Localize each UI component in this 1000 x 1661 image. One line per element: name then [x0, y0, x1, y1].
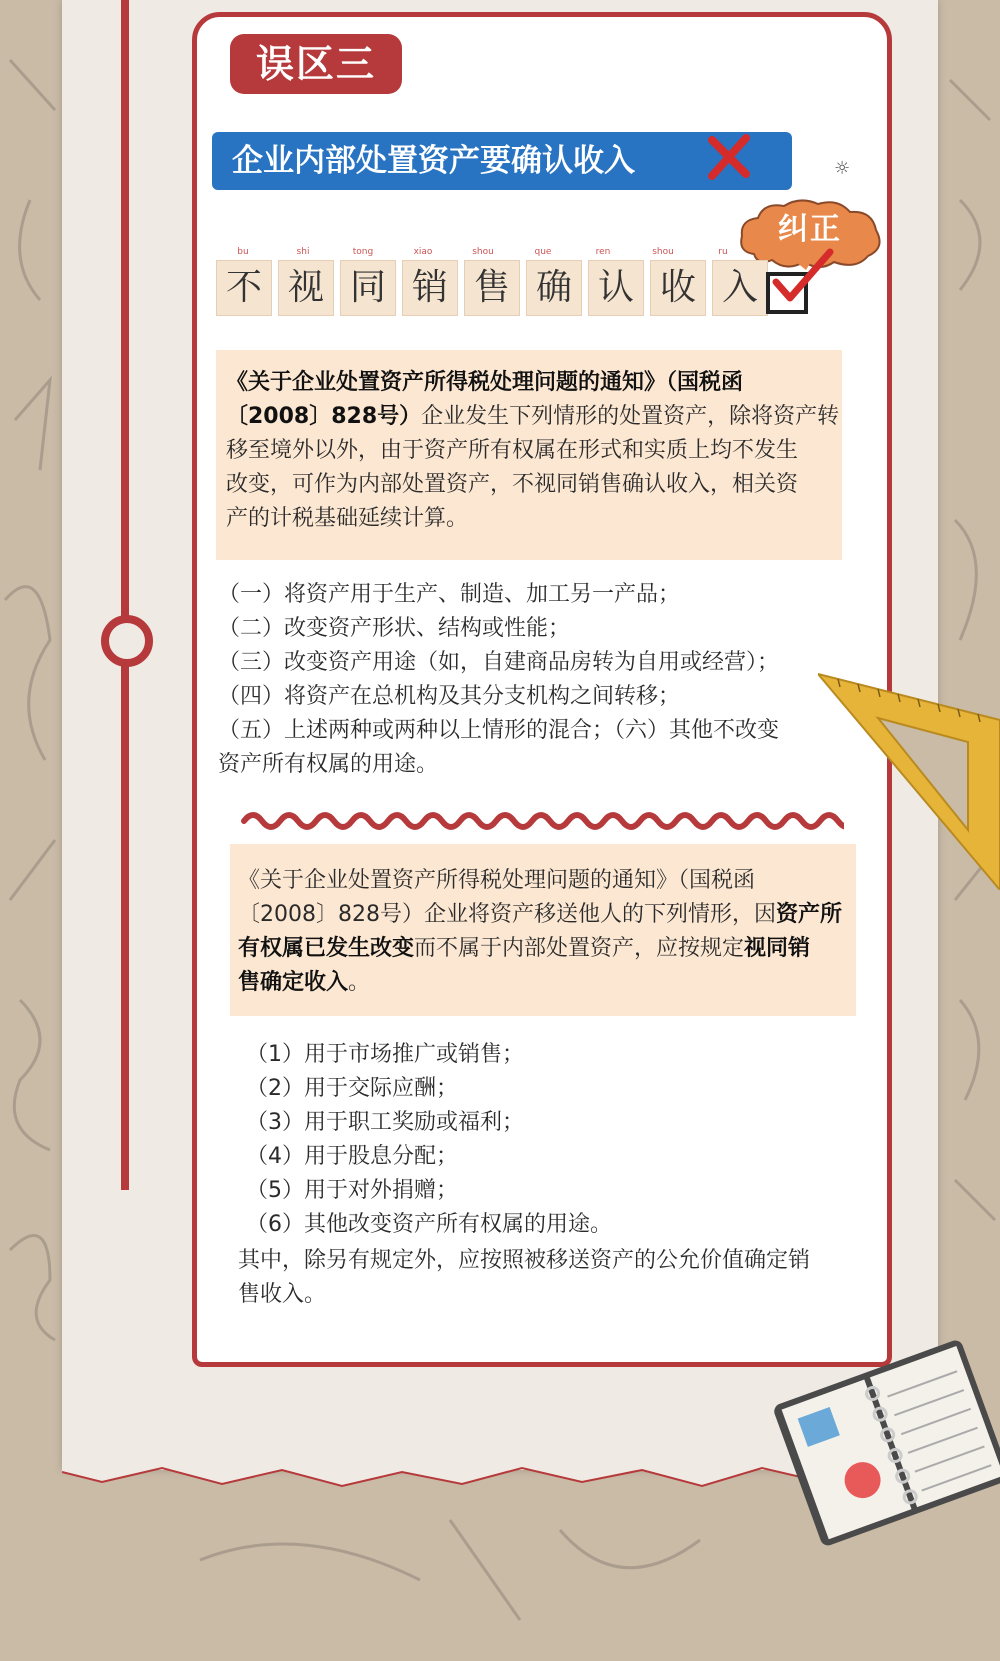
text: 〔2008〕828号）企业将资产移送他人的下列情形，因	[238, 902, 776, 927]
paragraph-line	[226, 400, 839, 434]
character-cell: 不	[216, 260, 272, 316]
list-item: （1）用于市场推广或销售；	[246, 1042, 524, 1067]
paragraph-line	[226, 502, 468, 536]
pinyin: que	[534, 247, 552, 257]
margin-line	[121, 0, 129, 1190]
bold-text: 资产所	[775, 902, 842, 927]
paragraph-line	[238, 864, 755, 898]
character-cell: 销	[402, 260, 458, 316]
correction-label: 纠正	[778, 212, 842, 247]
list-item: （一）将资产用于生产、制造、加工另一产品；	[218, 582, 681, 607]
banner-title: 企业内部处置资产要确认收入	[232, 143, 635, 179]
text: 移至境外以外，由于资产所有权属在形式和实质上均不发生	[226, 438, 799, 463]
paragraph-line	[238, 932, 810, 966]
character-cell: 确	[526, 260, 582, 316]
text: 。	[348, 970, 371, 995]
list-item: （5）用于对外捐赠；	[246, 1178, 458, 1203]
list-item: （6）其他改变资产所有权属的用途。	[246, 1212, 612, 1237]
notebook-icon	[772, 1340, 1000, 1550]
pinyin: shou	[652, 247, 674, 257]
list-item: 售收入。	[238, 1282, 327, 1307]
character-cell: 售	[464, 260, 520, 316]
pinyin: ru	[718, 247, 728, 257]
pinyin-row	[216, 246, 750, 258]
bold-text: 《关于企业处置资产所得税处理问题的通知》（国税函	[226, 370, 744, 395]
pinyin: ren	[595, 247, 611, 257]
sparkle-icon: ☼	[834, 158, 851, 179]
list-item: 其中，除另有规定外，应按照被移送资产的公允价值确定销	[238, 1248, 811, 1273]
bold-text: 有权属已发生改变	[238, 936, 415, 961]
checkmark-icon	[770, 248, 836, 310]
list-item: 资产所有权属的用途。	[218, 752, 439, 777]
pinyin: bu	[237, 247, 249, 257]
pinyin: xiao	[413, 247, 433, 257]
paragraph-line	[226, 366, 743, 400]
paragraph-line	[226, 468, 798, 502]
list-item: （4）用于股息分配；	[246, 1144, 458, 1169]
pinyin: shi	[296, 247, 310, 257]
list-item: （3）用于职工奖励或福利；	[246, 1110, 524, 1135]
list-item: （二）改变资产形状、结构或性能；	[218, 616, 571, 641]
character-cell: 入	[712, 260, 768, 316]
margin-ring	[101, 615, 153, 667]
bold-text: 〔2008〕828号）	[226, 404, 422, 429]
triangle-ruler-icon	[818, 660, 1000, 890]
wavy-divider	[240, 806, 844, 836]
paragraph-line	[238, 966, 370, 1000]
character-cell: 收	[650, 260, 706, 316]
text: 企业发生下列情形的处置资产，除将资产转	[421, 404, 840, 429]
character-cell: 视	[278, 260, 334, 316]
text: 《关于企业处置资产所得税处理问题的通知》（国税函	[238, 868, 756, 893]
list-item: （2）用于交际应酬；	[246, 1076, 458, 1101]
list-item: （四）将资产在总机构及其分支机构之间转移；	[218, 684, 681, 709]
cross-icon	[706, 134, 752, 180]
bold-text: 视同销	[744, 936, 811, 961]
character-cell: 同	[340, 260, 396, 316]
pinyin: tong	[352, 247, 374, 257]
text: 产的计税基础延续计算。	[226, 506, 469, 531]
character-cell: 认	[588, 260, 644, 316]
text: 改变，可作为内部处置资产，不视同销售确认收入，相关资	[226, 472, 799, 497]
character-grid	[216, 260, 768, 316]
bold-text: 售确定收入	[238, 970, 349, 995]
paragraph-line	[226, 434, 798, 468]
text: 而不属于内部处置资产，应按规定	[414, 936, 745, 961]
list-item: （五）上述两种或两种以上情形的混合；（六）其他不改变	[218, 718, 780, 743]
paragraph-line	[238, 898, 842, 932]
pinyin: shou	[472, 247, 494, 257]
mistake-tag: 误区三	[230, 34, 402, 94]
list-item: （三）改变资产用途（如，自建商品房转为自用或经营）；	[218, 650, 780, 675]
